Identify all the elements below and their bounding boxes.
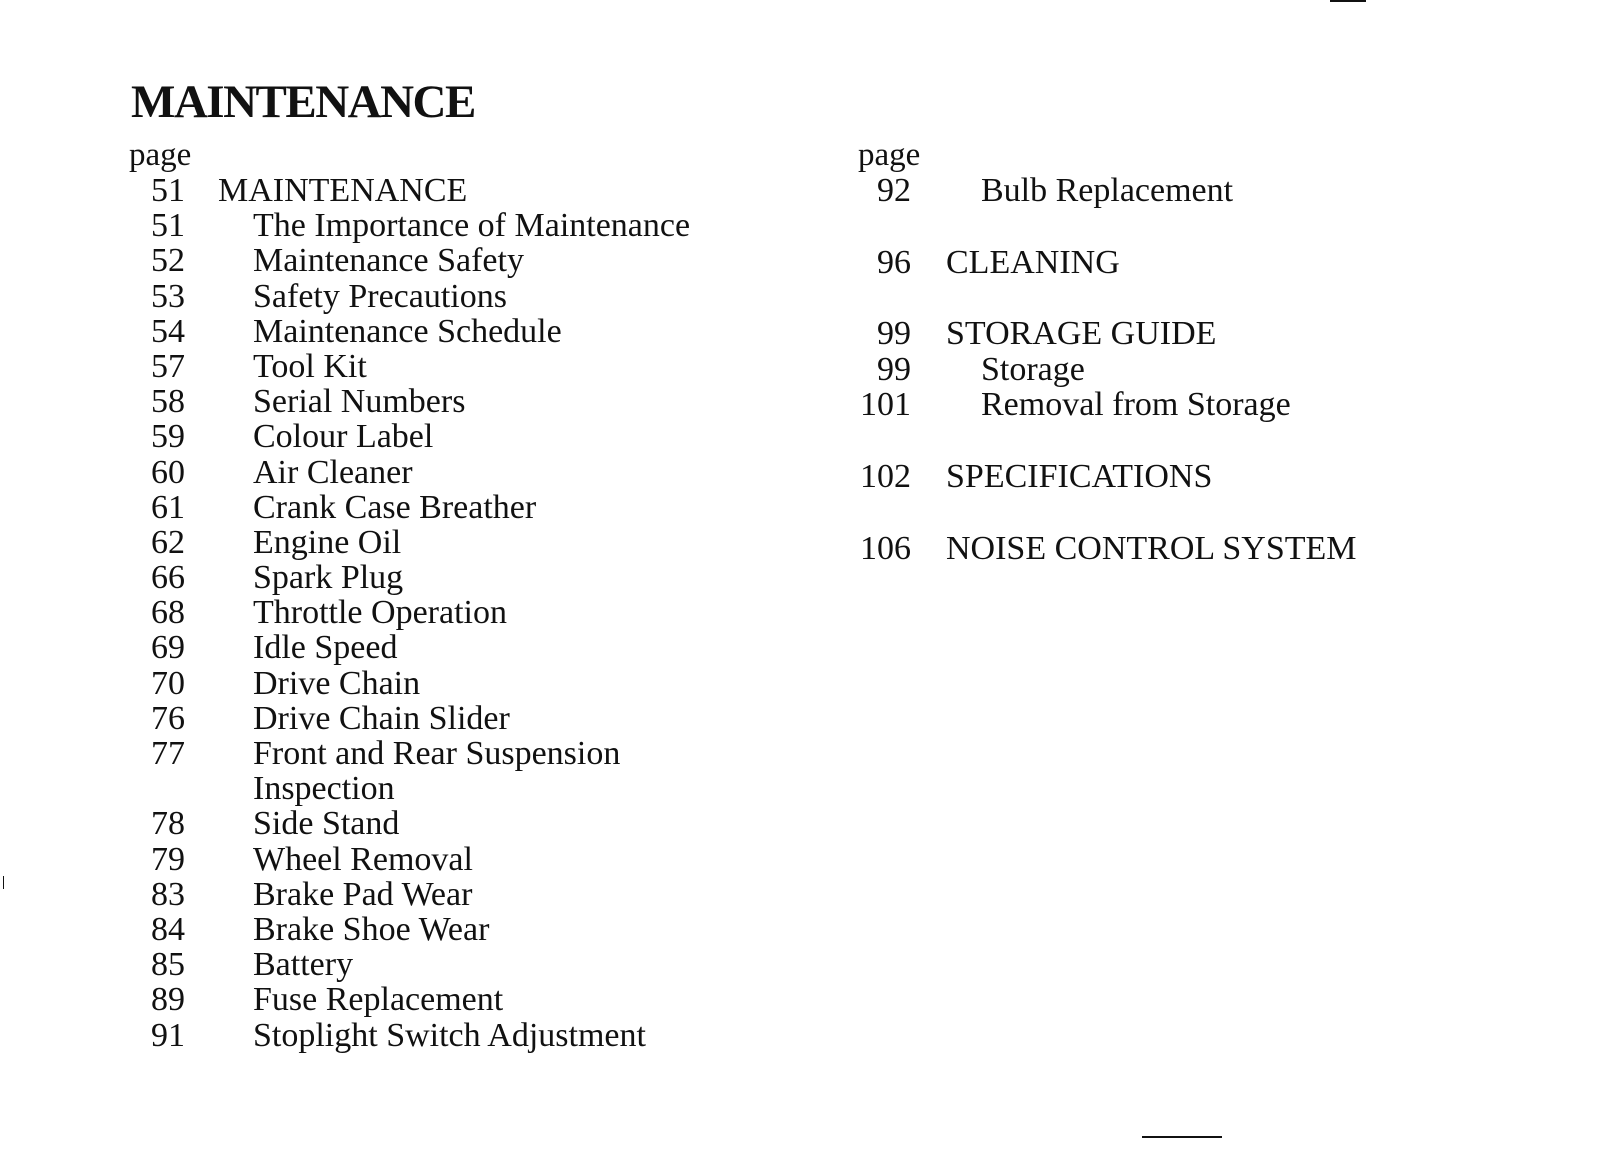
toc-entry-title: Battery [253, 946, 354, 984]
toc-section-title: STORAGE GUIDE [946, 315, 1217, 353]
toc-entry [129, 383, 466, 421]
toc-page-number: 101 [860, 386, 911, 424]
toc-entry [129, 629, 398, 667]
toc-entry-title: Maintenance Safety [253, 242, 524, 280]
toc-page-number: 59 [151, 418, 185, 456]
toc-page-number: 52 [151, 242, 185, 280]
toc-entry-title: Safety Precautions [253, 277, 507, 315]
toc-entry-title: Serial Numbers [253, 383, 466, 421]
scan-mark-bottom [1142, 1136, 1222, 1138]
toc-page-number: 51 [151, 172, 185, 209]
toc-entry-title: Bulb Replacement [981, 172, 1234, 209]
toc-entry [129, 910, 490, 948]
toc-page-number: 58 [151, 383, 185, 421]
toc-page-number: 61 [151, 488, 185, 526]
toc-entry-title: Removal from Storage [981, 386, 1291, 424]
toc-entry [858, 243, 1120, 281]
page-column-label: page [129, 137, 192, 173]
toc-entry-title: Storage [981, 350, 1085, 388]
toc-entry-title: Air Cleaner [253, 453, 413, 491]
toc-page-number: 79 [151, 840, 185, 878]
toc-entry [129, 418, 434, 456]
toc-entry [858, 529, 1357, 567]
toc-entry-title: Side Stand [253, 805, 400, 843]
toc-entry [129, 1016, 646, 1054]
toc-entry-title: Front and Rear Suspension [253, 735, 621, 772]
toc-entry [129, 242, 524, 280]
toc-page-number: 68 [151, 594, 185, 632]
toc-entry-title: Inspection [253, 770, 395, 808]
toc-page-number: 83 [151, 875, 185, 913]
toc-entry-title: Engine Oil [253, 523, 402, 561]
toc-page-number: 76 [151, 699, 185, 737]
toc-page-number: 60 [151, 453, 185, 491]
toc-section-title: NOISE CONTROL SYSTEM [946, 529, 1357, 567]
toc-page-number: 91 [151, 1016, 185, 1054]
toc-page-number: 96 [877, 243, 911, 281]
page-title: MAINTENANCE [131, 76, 475, 128]
toc-entry [129, 559, 404, 597]
toc-entry-title: Fuse Replacement [253, 981, 504, 1019]
toc-entry [129, 523, 402, 561]
toc-page-number: 99 [877, 315, 911, 353]
toc-entry-title: Crank Case Breather [253, 488, 537, 526]
toc-page-number: 99 [877, 350, 911, 388]
toc-entry [129, 735, 621, 772]
toc-entry-title: Tool Kit [253, 347, 367, 385]
toc-entry [858, 172, 1234, 209]
toc-page-number: 62 [151, 523, 185, 561]
toc-page-number: 85 [151, 946, 185, 984]
toc-entry [129, 699, 510, 737]
toc-entry [129, 312, 562, 350]
toc-page-number: 53 [151, 277, 185, 315]
toc-page-number: 106 [860, 529, 911, 567]
toc-page-number: 77 [151, 735, 185, 772]
toc-entry-title: Spark Plug [253, 559, 404, 597]
toc-entry-title: The Importance of Maintenance [253, 207, 691, 245]
toc-entry-title: Idle Speed [253, 629, 398, 667]
toc-entry [129, 347, 367, 385]
toc-entry [858, 315, 1217, 353]
toc-page-number: 70 [151, 664, 185, 702]
toc-page-number: 102 [860, 457, 911, 495]
toc-page-number: 54 [151, 312, 185, 350]
toc-entry [129, 277, 507, 315]
toc-page-number: 84 [151, 910, 185, 948]
toc-entry-title: Maintenance Schedule [253, 312, 562, 350]
toc-page-number: 57 [151, 347, 185, 385]
toc-entry [129, 875, 473, 913]
scan-mark-top [1330, 0, 1366, 2]
toc-entry-title: Stoplight Switch Adjustment [253, 1016, 646, 1054]
toc-entry-title: Brake Shoe Wear [253, 910, 490, 948]
scan-mark-left [3, 876, 4, 889]
toc-page-number: 69 [151, 629, 185, 667]
toc-page-number: 78 [151, 805, 185, 843]
toc-entry [129, 207, 691, 245]
toc-entry [129, 453, 413, 491]
toc-entry-title: Drive Chain Slider [253, 699, 510, 737]
toc-page-number: 92 [877, 172, 911, 209]
page-column-label: page [858, 137, 921, 173]
toc-entry [129, 594, 507, 632]
toc-entry-title: Colour Label [253, 418, 434, 456]
toc-section-title: MAINTENANCE [218, 172, 468, 209]
toc-column-left [129, 137, 691, 1054]
toc-entry [129, 488, 537, 526]
toc-entry [129, 946, 354, 984]
toc-entry [129, 981, 504, 1019]
toc-entry [129, 172, 468, 209]
toc-entry-title: Wheel Removal [253, 840, 473, 878]
toc-page-number: 51 [151, 207, 185, 245]
toc-section-title: CLEANING [946, 243, 1120, 281]
toc-entry [858, 386, 1291, 424]
toc-page-number: 66 [151, 559, 185, 597]
toc-entry-title: Throttle Operation [253, 594, 507, 632]
toc-entry [858, 350, 1085, 388]
toc-entry [129, 805, 400, 843]
toc-column-right [858, 137, 1357, 567]
toc-entry [858, 457, 1213, 495]
toc-page-number: 89 [151, 981, 185, 1019]
toc-entry-title: Brake Pad Wear [253, 875, 473, 913]
toc-section-title: SPECIFICATIONS [946, 457, 1213, 495]
toc-entry-title: Drive Chain [253, 664, 421, 702]
toc-entry [129, 840, 473, 878]
toc-entry [129, 664, 421, 702]
toc-entry-continuation [129, 770, 395, 808]
